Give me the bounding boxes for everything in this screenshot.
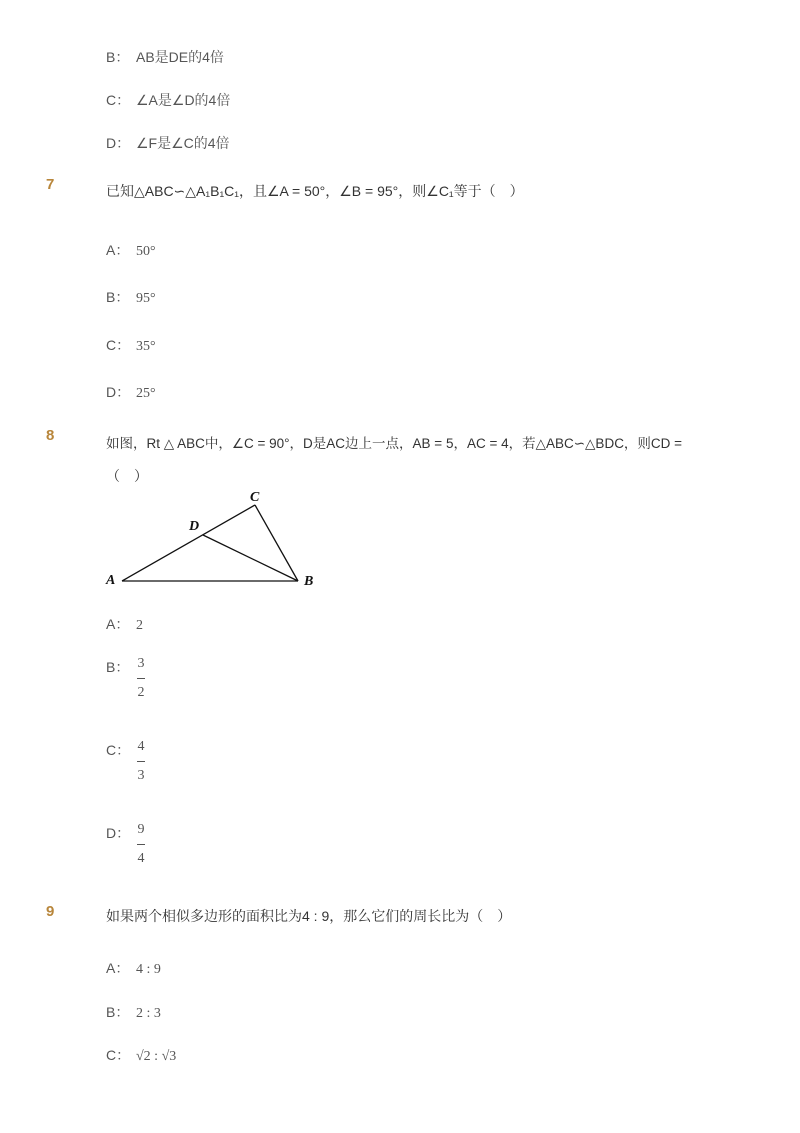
option-label: D： — [106, 384, 131, 400]
option-text: ∠A是∠D的4倍 — [136, 92, 231, 108]
option-text: 4 : 9 — [136, 962, 161, 977]
option-label: C： — [106, 337, 131, 353]
numerator: 3 — [137, 656, 145, 671]
question-number: 9 — [46, 903, 55, 920]
triangle-figure — [100, 484, 330, 594]
question-number: 8 — [46, 427, 55, 444]
option-label: B： — [106, 1004, 130, 1020]
q6-option-c[interactable] — [106, 90, 230, 110]
vertex-b-label: B — [304, 574, 314, 589]
option-text: AB是DE的4倍 — [136, 49, 224, 65]
segment-db — [203, 535, 298, 581]
question-number: 7 — [46, 176, 55, 193]
q9-option-b[interactable] — [106, 1002, 161, 1022]
q8-option-d[interactable] — [106, 823, 136, 843]
fraction-bar — [137, 678, 145, 679]
segment-cb — [255, 505, 298, 581]
vertex-a-label: A — [106, 573, 116, 588]
option-label: B： — [106, 49, 130, 65]
option-label: A： — [106, 960, 130, 976]
option-label: A： — [106, 242, 130, 258]
option-label: C： — [106, 742, 131, 758]
fraction — [135, 740, 147, 783]
fraction-bar — [137, 844, 145, 845]
fraction — [135, 657, 147, 700]
q8-option-c[interactable] — [106, 740, 136, 760]
q9-option-a[interactable] — [106, 958, 161, 978]
vertex-d-label: D — [189, 519, 200, 534]
denominator: 3 — [137, 768, 145, 783]
q7-option-d[interactable] — [106, 382, 156, 402]
denominator: 2 — [137, 685, 145, 700]
q7-option-b[interactable] — [106, 287, 156, 307]
fraction — [135, 823, 147, 866]
q6-option-d[interactable] — [106, 133, 230, 153]
q8-option-b[interactable] — [106, 657, 136, 677]
numerator: 4 — [137, 739, 145, 754]
q7-option-a[interactable] — [106, 240, 156, 260]
option-text: 25° — [136, 386, 156, 401]
question-stem: 已知△ABC∽△A₁B₁C₁，且∠A = 50°，∠B = 95°，则∠C₁等于（ ） — [106, 183, 524, 199]
option-text: 35° — [136, 339, 156, 354]
option-label: D： — [106, 135, 131, 151]
fraction-bar — [137, 761, 145, 762]
option-text: 2 : 3 — [136, 1006, 161, 1021]
q6-option-b[interactable] — [106, 47, 224, 67]
q8-option-a[interactable] — [106, 614, 143, 634]
option-label: B： — [106, 289, 130, 305]
option-label: B： — [106, 659, 130, 675]
question-stem-line1: 如图，Rt △ ABC中，∠C = 90°，D是AC边上一点，AB = 5，AC = 4，若△ABC∽△BDC，则CD = — [106, 436, 683, 451]
question-stem: 如果两个相似多边形的面积比为4 : 9，那么它们的周长比为（ ） — [106, 908, 512, 924]
option-text: √2 : √3 — [136, 1049, 177, 1064]
option-label: D： — [106, 825, 131, 841]
numerator: 9 — [137, 822, 145, 837]
option-text: 50° — [136, 244, 156, 259]
option-label: A： — [106, 616, 130, 632]
option-text: 2 — [136, 618, 143, 633]
question-stem-line2: （ ） — [106, 468, 148, 484]
q7-option-c[interactable] — [106, 335, 156, 355]
segment-ac — [122, 505, 255, 581]
option-text: 95° — [136, 291, 156, 306]
denominator: 4 — [137, 851, 145, 866]
option-text: ∠F是∠C的4倍 — [136, 135, 230, 151]
option-label: C： — [106, 1047, 131, 1063]
q9-option-c[interactable] — [106, 1045, 176, 1065]
vertex-c-label: C — [250, 490, 260, 505]
option-label: C： — [106, 92, 131, 108]
